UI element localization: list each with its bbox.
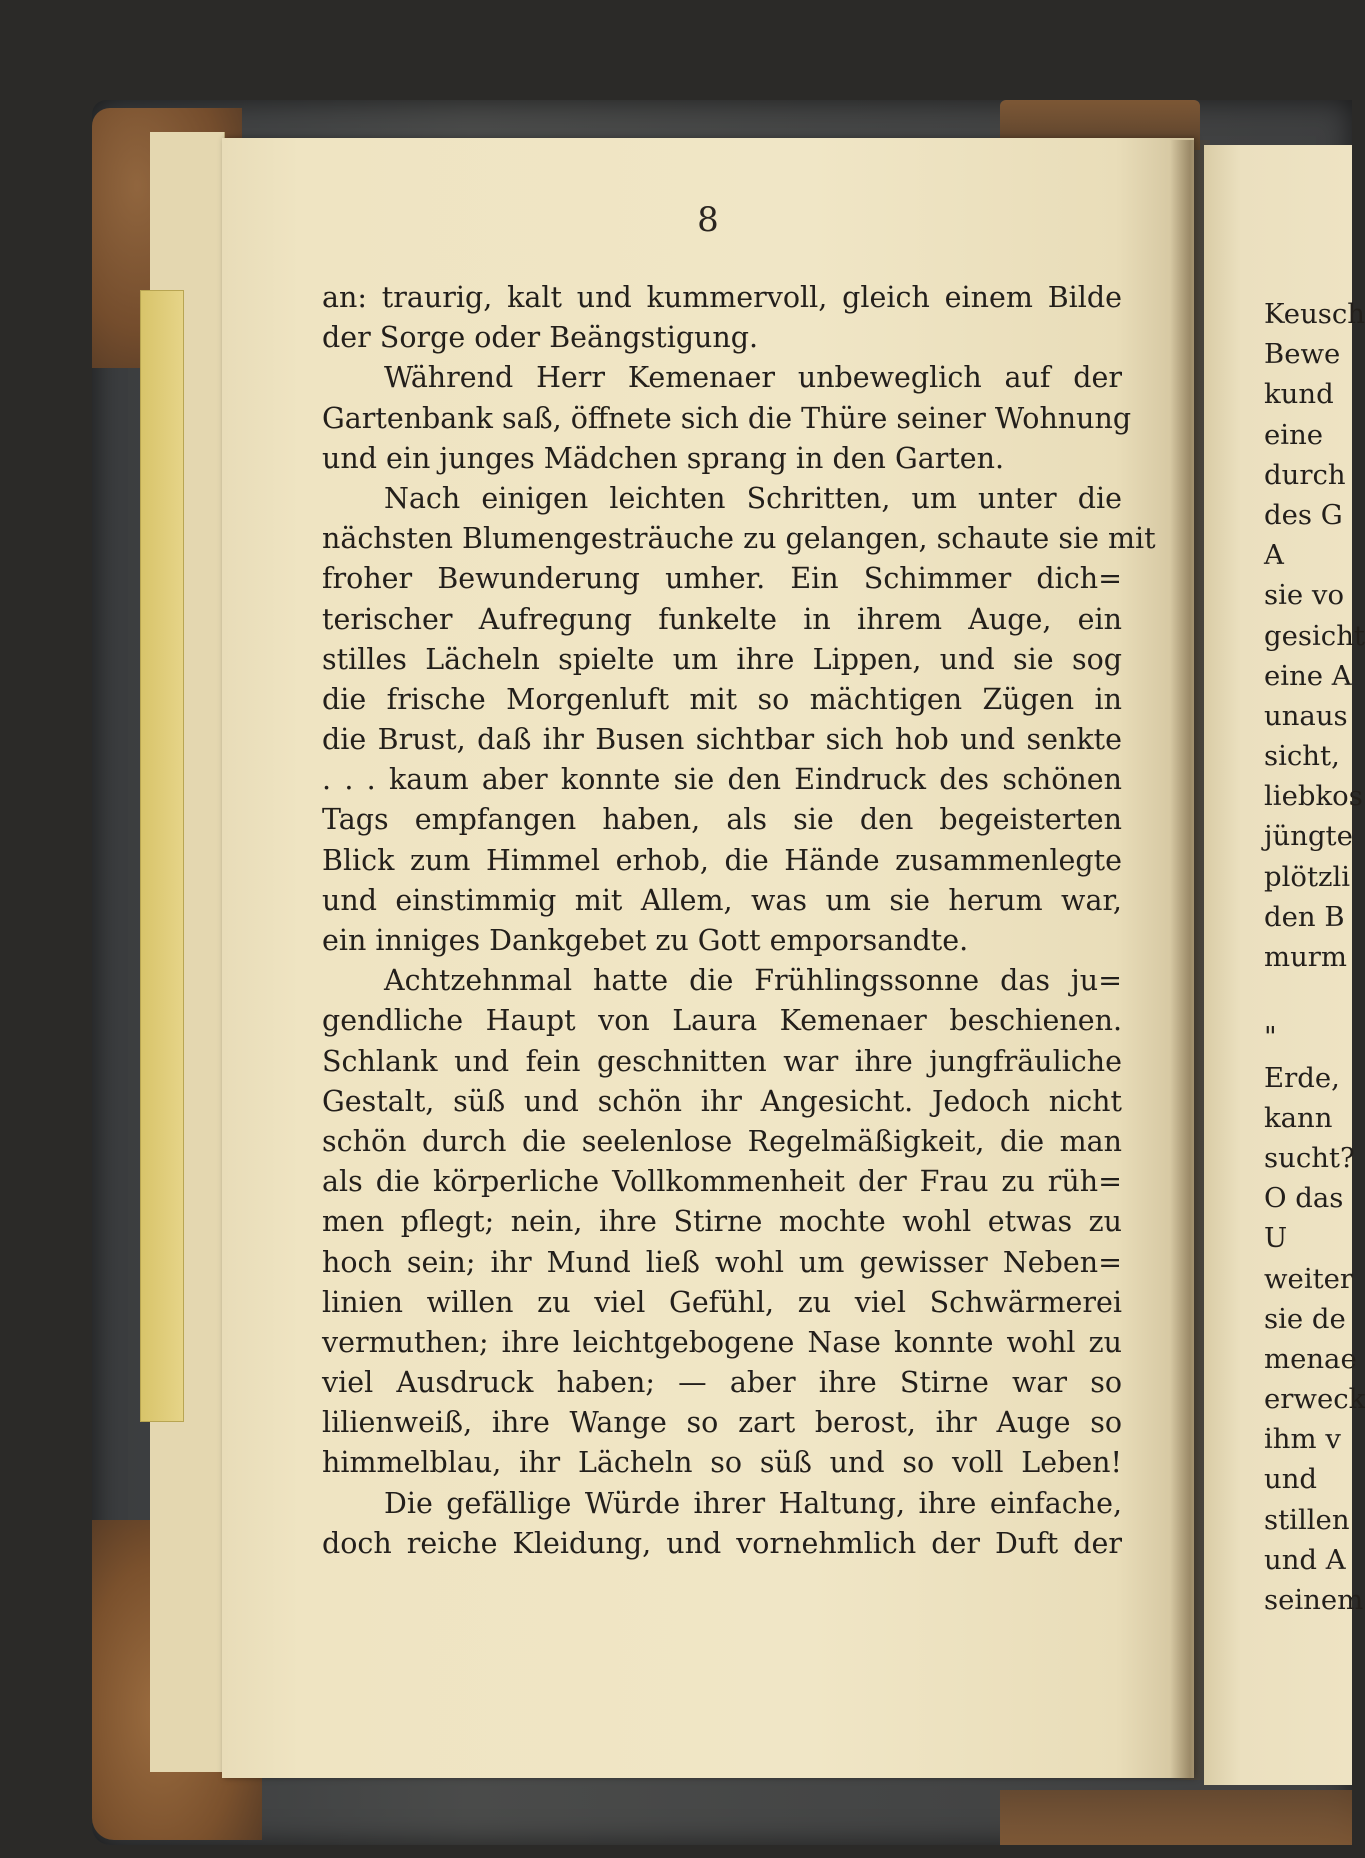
next-page-line: kund bbox=[1264, 378, 1334, 411]
text-line: die Brust, daß ihr Busen sichtbar sich hob und senkte bbox=[322, 723, 1122, 757]
next-page-text bbox=[1264, 294, 1365, 1620]
text-line: Tags empfangen haben, als sie den begeisterten bbox=[322, 803, 1122, 837]
text-line: stilles Lächeln spielte um ihre Lippen, und sie sog bbox=[322, 642, 1122, 676]
text-line: und einstimmig mit Allem, was um sie herum war, bbox=[322, 883, 1122, 917]
text-line: als die körperliche Vollkommenheit der Frau zu rüh= bbox=[322, 1165, 1122, 1199]
text-line: froher Bewunderung umher. Ein Schimmer dich= bbox=[322, 562, 1122, 596]
page-text bbox=[322, 278, 1156, 1564]
text-line: Gartenbank saß, öffnete sich die Thüre seiner Wohnung bbox=[322, 401, 1132, 435]
next-page-line: sucht? bbox=[1264, 1141, 1355, 1174]
text-line: ein inniges Dankgebet zu Gott emporsandte. bbox=[322, 924, 969, 957]
next-page-line: Erde, bbox=[1264, 1061, 1340, 1094]
text-line: Während Herr Kemenaer unbeweglich auf der bbox=[384, 361, 1122, 395]
page-edge bbox=[196, 132, 225, 1772]
next-page-line: liebkos bbox=[1264, 780, 1363, 813]
next-page-line: und bbox=[1264, 1463, 1318, 1496]
next-page-line: kann bbox=[1264, 1101, 1333, 1134]
text-line: linien willen zu viel Gefühl, zu viel Schwärmerei bbox=[322, 1285, 1122, 1319]
text-line: der Sorge oder Beängstigung. bbox=[322, 321, 759, 355]
text-line: terischer Aufregung funkelte in ihrem Auge, ein bbox=[322, 602, 1122, 636]
next-page-line: " bbox=[1264, 1021, 1277, 1054]
next-page-line: jüngte bbox=[1264, 820, 1353, 853]
next-page-line: sicht, bbox=[1264, 740, 1340, 773]
text-line: gendliche Haupt von Laura Kemenaer beschienen. bbox=[322, 1004, 1122, 1038]
next-page-line bbox=[1264, 977, 1365, 1017]
text-line: und ein junges Mädchen sprang in den Garten. bbox=[322, 441, 1005, 475]
text-line: vermuthen; ihre leichtgebogene Nase konnte wohl zu bbox=[322, 1325, 1122, 1359]
next-page-line: menae bbox=[1264, 1342, 1357, 1375]
next-page-line: den B bbox=[1264, 900, 1345, 933]
book-page-left bbox=[222, 138, 1194, 1778]
text-line: viel Ausdruck haben; — aber ihre Stirne war so bbox=[322, 1366, 1122, 1400]
next-page-line: U bbox=[1264, 1222, 1288, 1255]
text-line: doch reiche Kleidung, und vornehmlich der Duft der bbox=[322, 1526, 1122, 1560]
next-page-line: und A bbox=[1264, 1543, 1346, 1576]
next-page-line: Keusch bbox=[1264, 298, 1365, 330]
text-line: Schlank und fein geschnitten war ihre jungfräuliche bbox=[322, 1044, 1122, 1078]
text-line: Nach einigen leichten Schritten, um unter die bbox=[384, 481, 1122, 515]
bookmark-strip bbox=[140, 290, 184, 1422]
next-page-line: eine A bbox=[1264, 659, 1352, 692]
text-line: Achtzehnmal hatte die Frühlingssonne das ju= bbox=[384, 964, 1122, 998]
text-line: . . . kaum aber konnte sie den Eindruck des schönen bbox=[322, 763, 1122, 797]
next-page-line: weiter bbox=[1264, 1262, 1354, 1295]
text-line: himmelblau, ihr Lächeln so süß und so voll Leben! bbox=[322, 1446, 1122, 1480]
next-page-line: durch bbox=[1264, 458, 1346, 491]
leather-edge-bottom-right bbox=[1000, 1790, 1352, 1845]
text-line: an: traurig, kalt und kummervoll, gleich einem Bilde bbox=[322, 281, 1122, 314]
text-line: Blick zum Himmel erhob, die Hände zusammenlegte bbox=[322, 843, 1122, 877]
text-line: men pflegt; nein, ihre Stirne mochte wohl etwas zu bbox=[322, 1205, 1122, 1239]
next-page-line: stillen bbox=[1264, 1503, 1350, 1536]
next-page-line: unaus bbox=[1264, 699, 1348, 732]
next-page-line: sie vo bbox=[1264, 579, 1345, 612]
next-page-line: erweck bbox=[1264, 1383, 1365, 1416]
book-page-right bbox=[1204, 145, 1365, 1785]
next-page-line: ihm v bbox=[1264, 1423, 1341, 1456]
next-page-line: plötzli bbox=[1264, 860, 1351, 893]
text-line: hoch sein; ihr Mund ließ wohl um gewisser Neben= bbox=[322, 1245, 1122, 1279]
text-line: nächsten Blumengesträuche zu gelangen, schaute sie mit bbox=[322, 522, 1156, 556]
next-page-line: O das bbox=[1264, 1182, 1344, 1215]
text-line: Gestalt, süß und schön ihr Angesicht. Jedoch nicht bbox=[322, 1084, 1122, 1118]
next-page-line: des G bbox=[1264, 498, 1343, 531]
next-page-line: seinem bbox=[1264, 1584, 1364, 1616]
page-number: 8 bbox=[697, 200, 719, 240]
text-line: lilienweiß, ihre Wange so zart berost, ihr Auge so bbox=[322, 1406, 1122, 1440]
next-page-line: murm bbox=[1264, 941, 1348, 973]
text-line: die frische Morgenluft mit so mächtigen Zügen in bbox=[322, 682, 1122, 716]
text-line: schön durch die seelenlose Regelmäßigkeit, die man bbox=[322, 1124, 1122, 1158]
next-page-line: sie de bbox=[1264, 1302, 1346, 1335]
next-page-line: Bewe bbox=[1264, 338, 1341, 371]
next-page-line: eine bbox=[1264, 418, 1324, 451]
next-page-line: A bbox=[1264, 539, 1284, 572]
next-page-line: gesicht bbox=[1264, 619, 1365, 652]
text-line: Die gefällige Würde ihrer Haltung, ihre einfache, bbox=[384, 1486, 1122, 1520]
